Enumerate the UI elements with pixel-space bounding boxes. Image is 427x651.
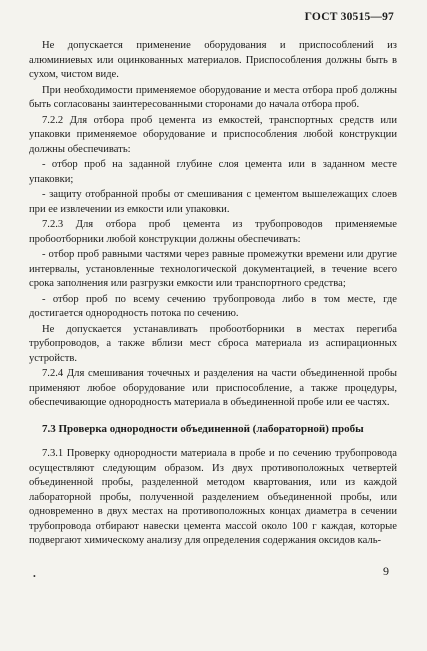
list-item: - отбор проб равными частями через равные промежутки времени или другие интервалы, установленные технологической документацией, в течение всего срока заполнения или разгрузки емкости или транспортного средства; <box>29 249 397 289</box>
paragraph: 7.2.2 Для отбора проб цемента из емкостей, транспортных средств или упаковки применяемое оборудование и приспособления любой конструкции должны обеспечивать: <box>29 114 397 155</box>
list-item: - защиту отобранной пробы от смешивания с цементом вышележащих слоев при ее извлечении из емкости или упаковки. <box>29 189 397 215</box>
paragraph: 7.2.3 Для отбора проб цемента из трубопроводов применяемые пробоотборники любой конструкции должны обеспечивать: <box>29 219 397 245</box>
body-text <box>29 39 397 549</box>
section-heading: 7.3 Проверка однородности объединенной (лабораторной) пробы <box>42 422 364 435</box>
paragraph: Не допускается применение оборудования и приспособлений из алюминиевых или оцинкованных материалов. Приспособления должны быть в сухом, чистом виде. <box>29 40 397 80</box>
paragraph: Не допускается устанавливать пробоотборники в местах перегиба трубопроводов, а также вблизи мест сброса материала из аспирационных устройств. <box>29 323 397 364</box>
paragraph: 7.3.1 Проверку однородности материала в пробе и по сечению трубопровода осуществляют следующим образом. Из двух противоположных четвертей объединенной пробы, разделенной методом квартования, или из каждой лабораторной пробы, полученной разделением объединенной пробы, или одновременно в двух местах на противоположных концах диаметра в сечении трубопровода отбирают навески цемента массой около 100 г каждая, которые подвергают химическому анализу для определения содержания оксидов каль- <box>29 448 397 546</box>
paragraph: При необходимости применяемое оборудование и места отбора проб должны быть согласованы заинтересованными сторонами до начала отбора проб. <box>29 84 397 110</box>
document-code: ГОСТ 30515—97 <box>304 11 394 23</box>
margin-mark: • <box>33 572 36 581</box>
list-item: - отбор проб на заданной глубине слоя цемента или в заданном месте упаковки; <box>29 159 397 185</box>
paragraph: 7.2.4 Для смешивания точечных и разделения на части объединенной пробы применяют любое оборудование или приспособление, а также процедуры, обеспечивающие однородность материала в объединенной пробе или ее частях. <box>29 368 397 408</box>
page-number: 9 <box>383 564 389 578</box>
list-item: - отбор проб по всему сечению трубопровода либо в том месте, где достигается однородность потока по сечению. <box>29 293 397 319</box>
